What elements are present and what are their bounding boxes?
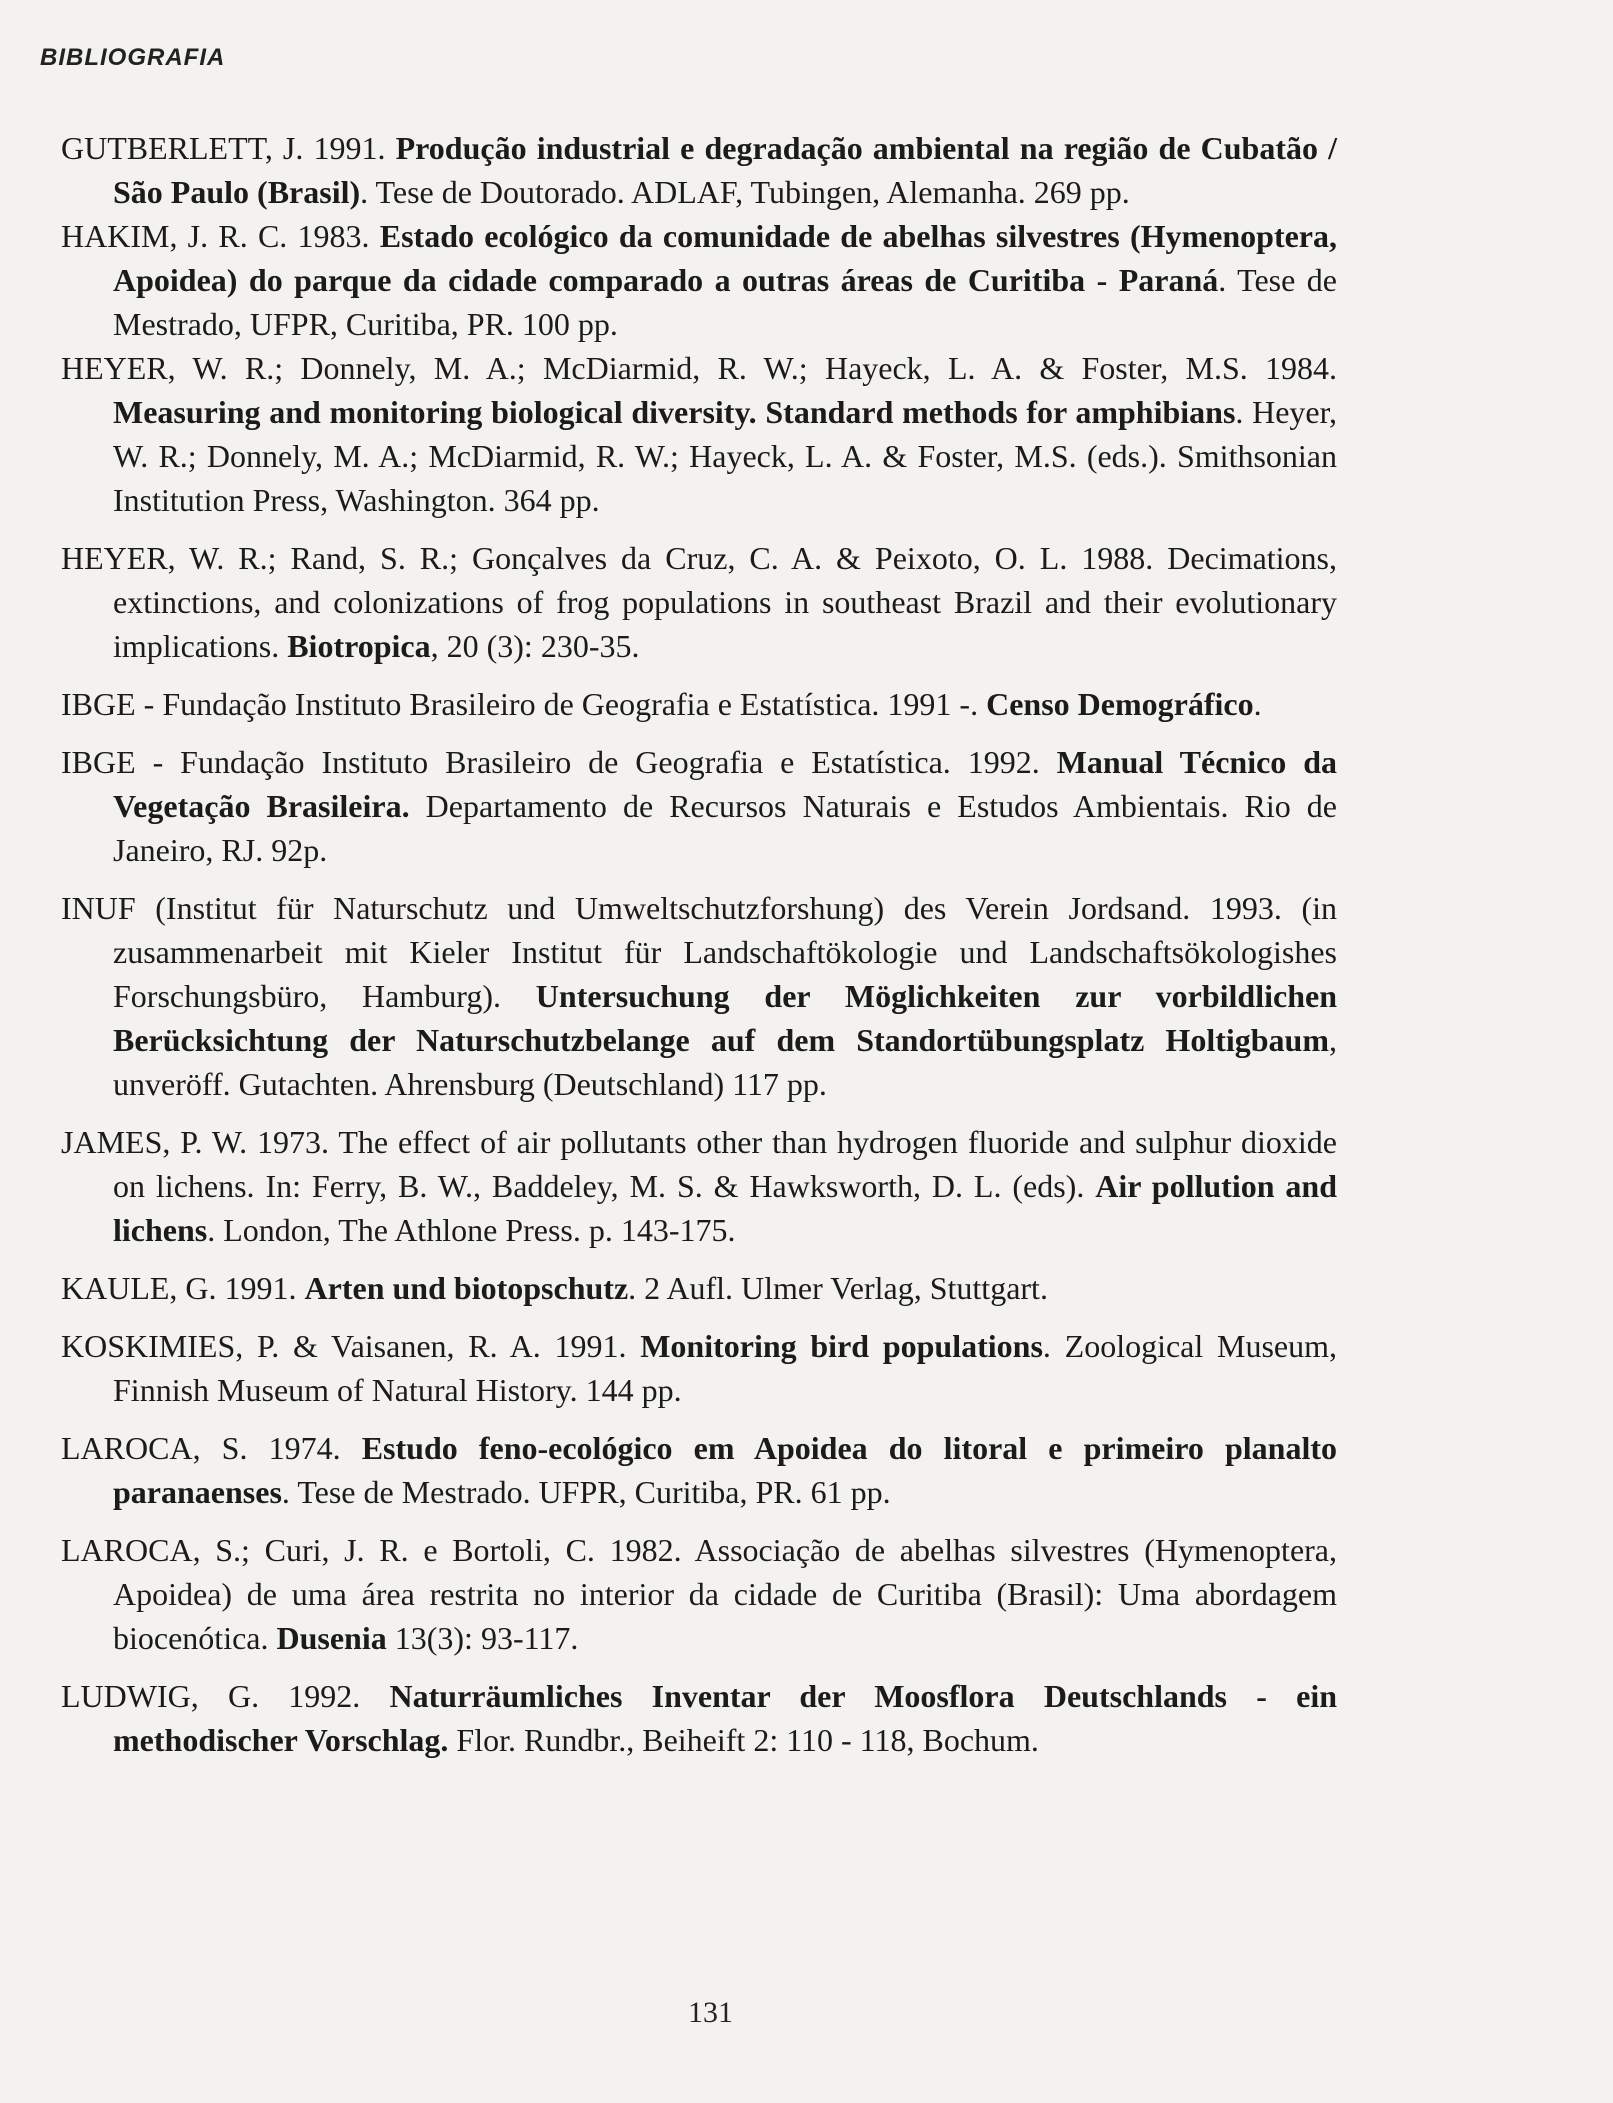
reference-entry: GUTBERLETT, J. 1991. Produção industrial e degradação ambiental na região de Cubatão / São Paulo (Brasil). Tese de Doutorado. ADLAF, Tubingen, Alemanha. 269 pp.: [61, 130, 1338, 210]
reference-entry: KOSKIMIES, P. & Vaisanen, R. A. 1991. Monitoring bird populations. Zoological Museum, Finnish Museum of Natural History. 144 pp.: [61, 1328, 1338, 1408]
reference-title: Arten und biotopschutz: [304, 1270, 629, 1306]
reference-entry: KAULE, G. 1991. Arten und biotopschutz. 2 Aufl. Ulmer Verlag, Stuttgart.: [61, 1270, 1048, 1306]
reference-entry: INUF (Institut für Naturschutz und Umweltschutzforshung) des Verein Jordsand. 1993. (in zusammenarbeit mit Kieler Institut für Landschaftökologie und Landschaftsökologishes Forschungsbüro, Hamburg). Untersuchung der Möglichkeiten zur vorbildlichen Berücksichtung der Naturschutzbelange auf dem Standortübungsplatz Holtigbaum, unveröff. Gutachten. Ahrensburg (Deutschland) 117 pp.: [61, 890, 1338, 1102]
reference-entry: JAMES, P. W. 1973. The effect of air pollutants other than hydrogen fluoride and sulphur dioxide on lichens. In: Ferry, B. W., Baddeley, M. S. & Hawksworth, D. L. (eds). Air pollution and lichens. London, The Athlone Press. p. 143-175.: [61, 1124, 1338, 1248]
reference-entry: HAKIM, J. R. C. 1983. Estado ecológico da comunidade de abelhas silvestres (Hymenoptera, Apoidea) do parque da cidade comparado a outras áreas de Curitiba - Paraná. Tese de Mestrado, UFPR, Curitiba, PR. 100 pp.: [61, 218, 1337, 342]
reference-title: Biotropica: [287, 628, 431, 664]
reference-title: Air pollution and lichens: [113, 1168, 1338, 1248]
reference-title: Produção industrial e degradação ambiental na região de Cubatão / São Paulo (Brasil): [113, 130, 1338, 210]
reference-entry: LAROCA, S. 1974. Estudo feno-ecológico em Apoidea do litoral e primeiro planalto paranaenses. Tese de Mestrado. UFPR, Curitiba, PR. 61 pp.: [61, 1430, 1338, 1510]
running-header: BIBLIOGRAFIA: [40, 44, 226, 71]
reference-entry: HEYER, W. R.; Rand, S. R.; Gonçalves da Cruz, C. A. & Peixoto, O. L. 1988. Decimations, extinctions, and colonizations of frog populations in southeast Brazil and their evolutionary implications. Biotropica, 20 (3): 230-35.: [61, 540, 1337, 664]
reference-entry: LAROCA, S.; Curi, J. R. e Bortoli, C. 1982. Associação de abelhas silvestres (Hymenoptera, Apoidea) de uma área restrita no interior da cidade de Curitiba (Brasil): Uma abordagem biocenótica. Dusenia 13(3): 93-117.: [61, 1532, 1337, 1656]
reference-title: Dusenia: [276, 1620, 387, 1656]
reference-entry: IBGE - Fundação Instituto Brasileiro de Geografia e Estatística. 1992. Manual Técnico da Vegetação Brasileira. Departamento de Recursos Naturais e Estudos Ambientais. Rio de Janeiro, RJ. 92p.: [61, 744, 1338, 868]
reference-title: Estado ecológico da comunidade de abelhas silvestres (Hymenoptera, Apoidea) do parque da cidade comparado a outras áreas de Curitiba - Paraná: [113, 218, 1337, 298]
reference-title: Monitoring bird populations: [640, 1328, 1043, 1364]
reference-title: Untersuchung der Möglichkeiten zur vorbildlichen Berücksichtung der Naturschutzbelange auf dem Standortübungsplatz Holtigbaum: [113, 978, 1338, 1058]
page-number: 131: [688, 1996, 733, 2029]
reference-entry: HEYER, W. R.; Donnely, M. A.; McDiarmid, R. W.; Hayeck, L. A. & Foster, M.S. 1984. Measuring and monitoring biological diversity. Standard methods for amphibians. Heyer, W. R.; Donnely, M. A.; McDiarmid, R. W.; Hayeck, L. A. & Foster, M.S. (eds.). Smithsonian Institution Press, Washington. 364 pp.: [61, 350, 1338, 518]
reference-entry: LUDWIG, G. 1992. Naturräumliches Inventar der Moosflora Deutschlands - ein methodischer Vorschlag. Flor. Rundbr., Beiheift 2: 110 - 118, Bochum.: [61, 1678, 1338, 1758]
reference-title: Measuring and monitoring biological diversity. Standard methods for amphibians: [113, 394, 1236, 430]
reference-entry: IBGE - Fundação Instituto Brasileiro de Geografia e Estatística. 1991 -. Censo Demográfico.: [61, 686, 1262, 722]
reference-list: [61, 126, 1337, 1762]
reference-title: Manual Técnico da Vegetação Brasileira.: [113, 744, 1338, 824]
reference-title: Naturräumliches Inventar der Moosflora Deutschlands - ein methodischer Vorschlag.: [113, 1678, 1338, 1758]
reference-title: Estudo feno-ecológico em Apoidea do litoral e primeiro planalto paranaenses: [113, 1430, 1338, 1510]
reference-title: Censo Demográfico: [986, 686, 1254, 722]
